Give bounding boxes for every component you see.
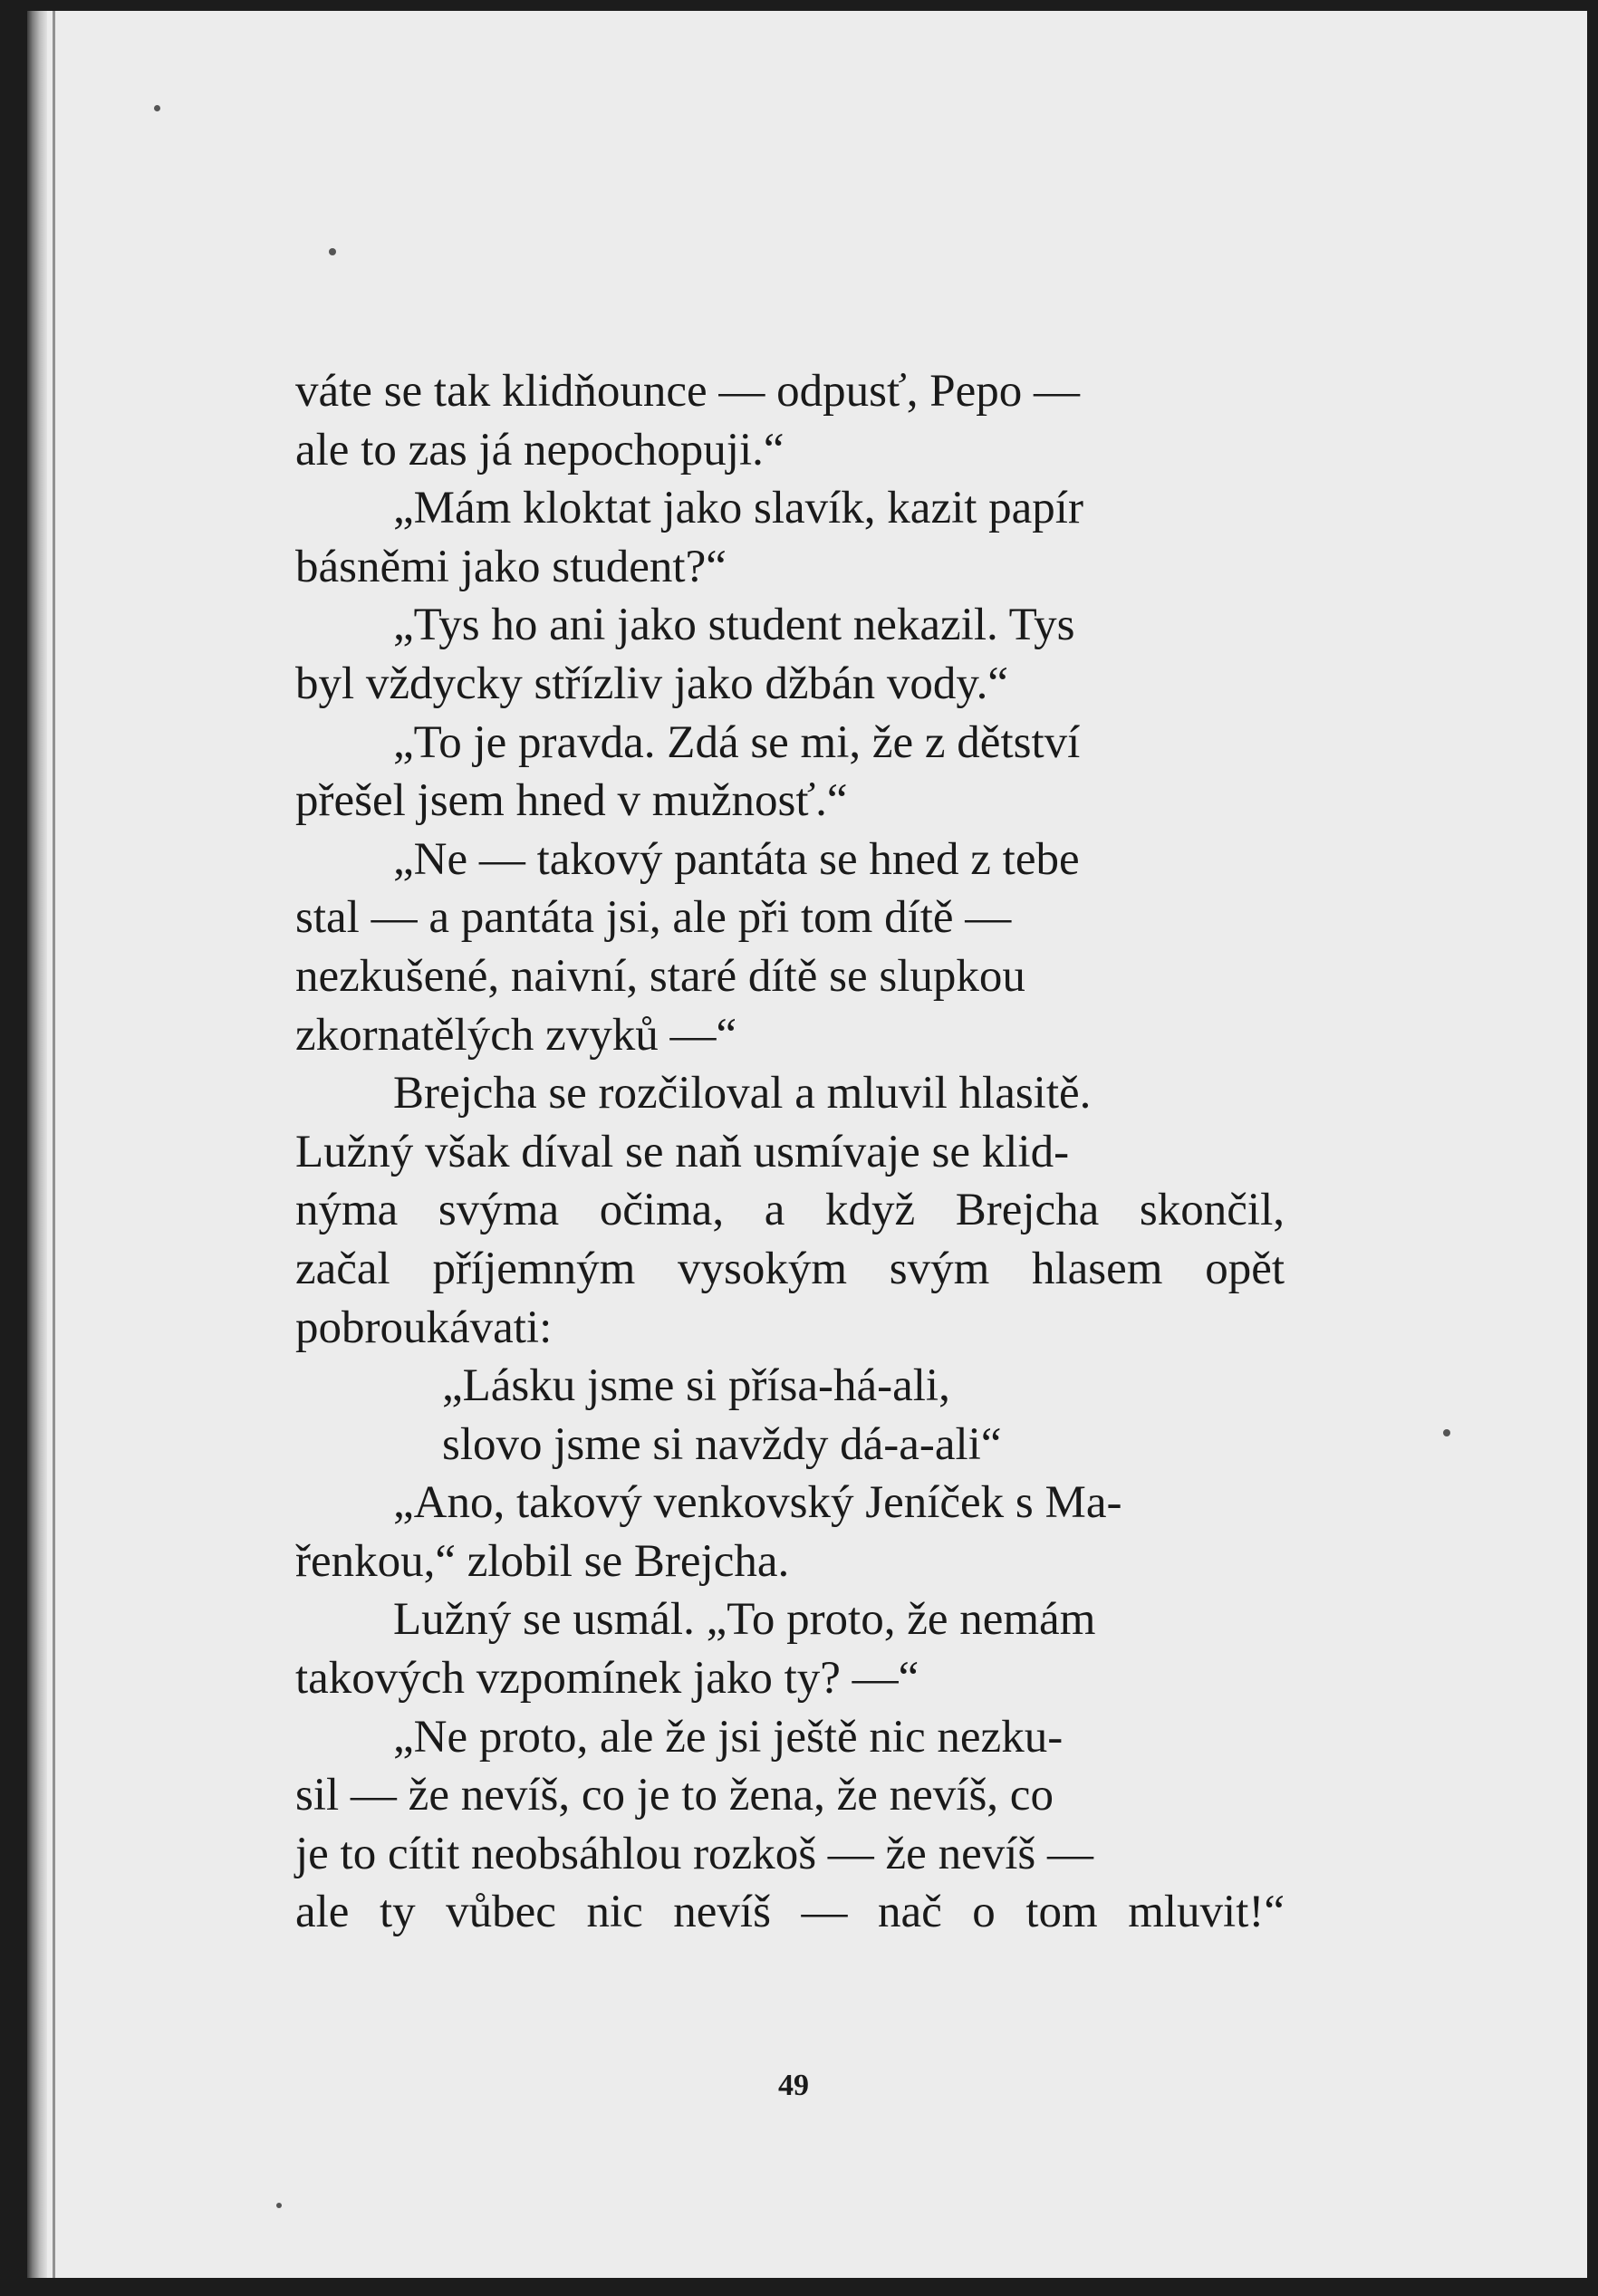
paper-speck [276,2203,282,2208]
text-line-content: „Ne proto, ale že jsi ještě nic nezku- [393,1711,1064,1763]
text-line-content: nezkušené, naivní, staré dítě se slupkou [295,950,1025,1002]
poem-line-content: „Lásku jsme si přísa-há-ali, [442,1360,950,1412]
poem-line [295,1416,1285,1475]
text-line-content: „Ne — takový pantáta se hned z tebe [393,833,1080,885]
text-line-content: takových vzpomínek jako ty? —“ [295,1653,919,1705]
text-line [295,1883,1285,1942]
text-line-content: začal příjemným vysokým svým hlasem opět [295,1243,1285,1294]
text-line-content: stal — a pantáta jsi, ale při tom dítě — [295,892,1012,944]
text-line [295,1064,1285,1123]
text-line [295,1299,1285,1358]
text-line-content: přešel jsem hned v mužnosť.“ [295,775,848,827]
book-binding-shadow [27,11,47,2278]
text-line [295,1766,1285,1825]
text-line-content: byl vždycky střízliv jako džbán vody.“ [295,658,1008,709]
text-line [295,1123,1285,1182]
text-line [295,714,1285,773]
text-line [295,1590,1285,1649]
text-line-content: řenkou,“ zlobil se Brejcha. [295,1535,790,1587]
text-line [295,362,1285,421]
text-line-content: je to cítit neobsáhlou rozkoš — že nevíš — [295,1828,1093,1879]
text-line [295,596,1285,655]
text-line-content: „Mám kloktat jako slavík, kazit papír [393,483,1083,534]
text-line [295,772,1285,831]
poem-line-content: slovo jsme si navždy dá-a-ali“ [442,1418,1002,1470]
text-line-content: pobroukávati: [295,1302,553,1353]
text-line [295,1474,1285,1532]
text-line-content: sil — že nevíš, co je to žena, že nevíš, co [295,1770,1054,1821]
text-line [295,1181,1285,1240]
text-line [295,538,1285,597]
body-text [295,362,1285,1942]
text-line [295,1825,1285,1884]
text-line [295,1006,1285,1065]
book-page [27,11,1587,2278]
text-line [295,655,1285,714]
text-line [295,1240,1285,1299]
text-line-content: ale to zas já nepochopuji.“ [295,424,785,476]
text-line [295,831,1285,889]
text-line [295,479,1285,538]
poem-line [295,1357,1285,1416]
text-line [295,421,1285,480]
text-line-content: Lužný však díval se naň usmívaje se klid- [295,1126,1070,1177]
text-line-content: nýma svýma očima, a když Brejcha skončil, [295,1185,1285,1236]
paper-speck [1443,1429,1450,1436]
text-line-content: „Tys ho ani jako student nekazil. Tys [393,600,1075,651]
binding-edge-line [53,11,55,2278]
text-line-content: básněmi jako student?“ [295,541,727,592]
text-line-content: váte se tak klidňounce — odpusť, Pepo — [295,366,1080,417]
paper-speck [329,248,336,255]
text-line-content: „Ano, takový venkovský Jeníček s Ma- [393,1477,1122,1529]
paper-speck [154,105,160,111]
text-line-content: ale ty vůbec nic nevíš — nač o tom mluvit!“ [295,1887,1285,1938]
text-line-content: „To je pravda. Zdá se mi, že z dětství [393,716,1081,768]
text-line-content: zkornatělých zvyků —“ [295,1009,737,1061]
text-line [295,889,1285,947]
page-number: 49 [778,2069,809,2102]
text-line [295,947,1285,1006]
text-line [295,1532,1285,1591]
text-line [295,1708,1285,1767]
text-line-content: Lužný se usmál. „To proto, že nemám [393,1594,1096,1646]
text-line-content: Brejcha se rozčiloval a mluvil hlasitě. [393,1068,1092,1119]
text-line [295,1649,1285,1708]
